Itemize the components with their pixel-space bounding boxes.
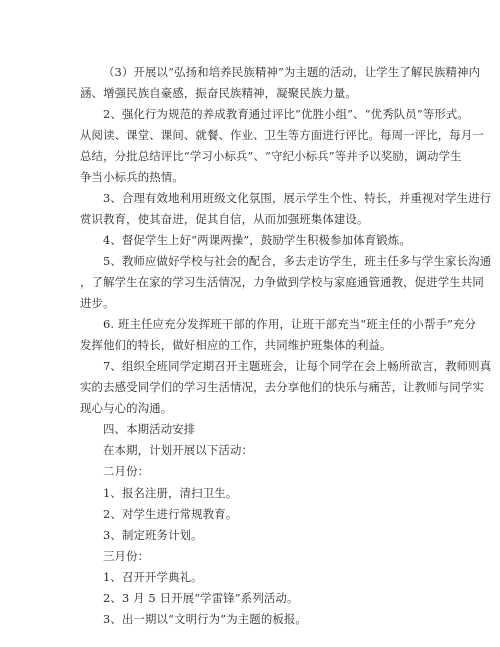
item-6-line-2: 发挥他们的特长，做好相应的工作，共同维护班集体的利益。: [80, 338, 392, 352]
item-5-line-2: ，了解学生在家的学习生活情况，力争做到学校与家庭通管通教，促进学生共同: [80, 275, 484, 289]
feb-activity-3: 3、制定班务计划。: [103, 528, 203, 542]
feb-activity-2: 2、对学生进行常规教育。: [103, 507, 238, 521]
item-4-line-1: 4、督促学生上好“两课两操”，鼓励学生积极参加体育锻炼。: [103, 233, 411, 247]
mar-activity-3: 3、出一期以“文明行为”为主题的板报。: [103, 612, 307, 626]
feb-activity-1: 1、报名注册，清扫卫生。: [103, 486, 238, 500]
mar-activity-1: 1、召开开学典礼。: [103, 570, 203, 584]
item-2-line-3: 总结，分批总结评比“学习小标兵”、“守纪小标兵”等并予以奖励，调动学生: [80, 149, 462, 163]
item-2-line-2: 从阅读、课堂、课间、就餐、作业、卫生等方面进行评比。每周一评比，每月一: [80, 128, 484, 142]
item-2-line-1: 2、强化行为规范的养成教育通过评比“优胜小组”、“优秀队员”等形式。: [103, 107, 469, 121]
item-6-line-1: 6. 班主任应充分发挥班干部的作用，让班干部充当“班主任的小帮手”充分: [103, 317, 477, 331]
paragraph-3-line-2: 涵、增强民族自豪感，振奋民族精神，凝聚民族力量。: [80, 86, 357, 100]
item-7-line-1: 7、组织全班同学定期召开主题班会，让每个同学在会上畅所欲言，教师则真: [103, 359, 492, 373]
item-3-line-2: 赏识教育，使其奋进，促其自信，从而加强班集体建设。: [80, 212, 369, 226]
item-5-line-3: 进步。: [80, 296, 115, 310]
item-7-line-3: 现心与心的沟通。: [80, 401, 173, 415]
item-3-line-1: 3、合理有效地利用班级文化氛围，展示学生个性、特长，并重视对学生进行: [103, 191, 492, 205]
mar-activity-2: 2、3 月 5 日开展“学雷锋”系列活动。: [103, 591, 299, 605]
item-2-line-4: 争当小标兵的热情。: [80, 170, 184, 184]
month-heading-feb: 二月份：: [103, 464, 150, 478]
section-intro: 在本期，计划开展以下活动：: [103, 443, 254, 457]
paragraph-3-line-1: （3）开展以“弘扬和培养民族精神”为主题的活动，让学生了解民族精神内: [103, 65, 481, 79]
item-5-line-1: 5、教师应做好学校与社会的配合，多去走访学生，班主任多与学生家长沟通: [103, 254, 492, 268]
section-heading: 四、本期活动安排: [103, 422, 196, 436]
item-7-line-2: 实的去感受同学们的学习生活情况，去分享他们的快乐与痛苦，让教师与同学实: [80, 380, 484, 394]
month-heading-mar: 三月份：: [103, 549, 150, 563]
